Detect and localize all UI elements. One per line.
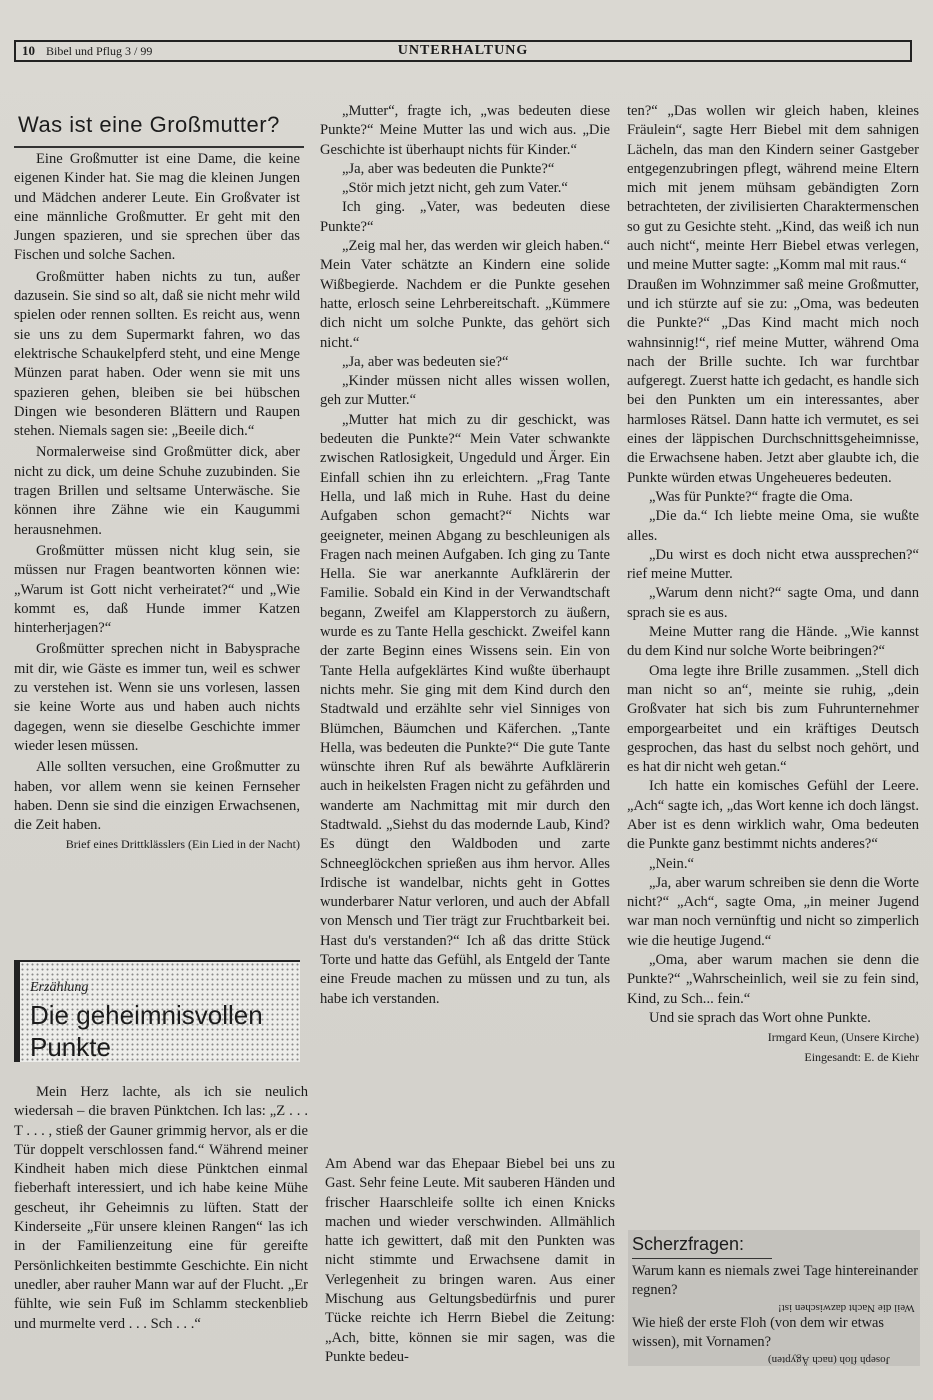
story-column2: [320, 102, 610, 1009]
paragraph: Und sie sprach das Wort ohne Punkte.: [649, 1009, 871, 1026]
page-header: [14, 40, 912, 62]
title-rule: [14, 146, 304, 148]
joke-answer-2-upside-down: Joseph floh (nach Ägypten): [768, 1354, 890, 1366]
story-author: Irmgard Keun, (Unsere Kirche): [767, 1030, 919, 1045]
paragraph: „Kinder müssen nicht alles wissen wollen, geh zur Mutter.“: [320, 373, 610, 409]
joke-answer-1-upside-down: Weil die Nacht dazwischen ist!: [778, 1302, 915, 1314]
paragraph: Normalerweise sind Großmütter dick, aber nicht zu dick, um deine Schuhe zuzubinden. Sie tragen Brillen und seltsame Unterwäsche. Sie können ihre Zähne wie ein Kaugummi herausnehmen.: [14, 444, 300, 538]
paragraph: Meine Mutter rang die Hände. „Wie kannst du dem Kind nur solche Worte beibringen?“: [627, 624, 919, 660]
paragraph: Alle sollten versuchen, eine Großmutter zu haben, vor allem wenn sie keinen Fernseher haben. Denn sie sind die einzigen Erwachsenen, die Zeit haben.: [14, 759, 300, 834]
paragraph: Mein Herz lachte, als ich sie neulich wiedersah – die braven Pünktchen. Ich las: „Z . . . T . . . , stieß der Gauner grimmig hervor, als er die Tür doppelt verschlossen fand.“ Während meiner Kindheit haben mich diese Pünktchen einmal fieberhaft interessiert, und ich habe keine Mühe gescheut, ihr Geheimnis zu lüften. Statt der Kinderseite „Für unsere kleinen Rangen“ las ich in der Familienzeitung eine für gereifte Persönlichkeiten bestimmte Geschichte. Ein nicht unedler, aber rauher Mann war auf der Flucht. „Er fühlte, wie sein Fuß im Schlamm steckenblieb und murmelte verd . . . Sch . . .“: [14, 1084, 308, 1332]
paragraph: „Oma, aber warum machen sie denn die Punkte?“ „Wahrscheinlich, weil sie zu fein sind, Kind, zu Sch... fein.“: [627, 952, 919, 1007]
paragraph: „Die da.“ Ich liebte meine Oma, sie wußte alles.: [627, 508, 919, 544]
article-title: Was ist eine Großmutter?: [18, 112, 280, 137]
paragraph: „Stör mich jetzt nicht, geh zum Vater.“: [342, 180, 568, 197]
story-column1: [14, 1083, 308, 1334]
paragraph: Großmütter haben nichts zu tun, außer dazusein. Sie sind so alt, daß sie nicht mehr wild spielen oder rennen sollten. Es reicht aus, wenn sie uns zu dem Supermarkt fahren, wo das elektrische Schaukelpferd steht, und eine Menge Münzen parat haben. Oder wenn sie mit uns spazieren gehen, bleiben sie bei hübschen Dingen wie besonderen Blättern und Raupen stehen. Niemals sagen sie: „Beeile dich.“: [14, 268, 300, 440]
story-column2-lower: [325, 1155, 615, 1367]
paragraph: „Mutter hat mich zu dir geschickt, was bedeuten die Punkte?“ Mein Vater schwankte zwischen Ratlosigkeit, Ungeduld und Ärger. Ein Einfall schien ihn zu erleichtern. „Frag Tante Hella, und laß mich in Ruhe. Hast du deine Aufgaben schon gemacht?“ Nichts war geeigneter, meinen Abgang zu beschleunigen als Fragen nach meinen Aufgaben. Ich ging zu Tante Hella. Sie war anerkannte Aufklärerin der Familie. Sobald ein Kind in der Verwandtschaft begann, Zweifel am Klapperstorch zu äußern, wurde es zu Tante Hella geschickt. Zweifel kann der zarte Beginn eines Wissens sein. Ein von Tante Hella aufgeklärtes Kind wußte überhaupt nichts mehr. Sie ging mit dem Kind durch den Stadtwald und erzählte sehr viel Sinniges von Blümchen, Bäumchen und Käferchen. „Tante Hella, was bedeuten die Punkte?“ Die gute Tante wünschte ihren Ruf als bewährte Aufklärerin auch in heikelsten Fragen nicht zu gefährden und wanderte am Nachmittag mit mir durch den Stadtwald. „Siehst du das modernde Laub, Kind? Es düngt den Waldboden und zarte Schneeglöckchen sprießen aus ihm hervor. Alles Irdische ist wandelbar, nichts geht in Gottes wunderbarer Natur verloren, und auch der Abfall von Mensch und Tier trägt zur Fruchtbarkeit bei. Hast du's verstanden?“ Ich aß das dritte Stück Torte und hatte das Gefühl, als Entgeld der Tante eine Freude machen zu müssen und zu tun, als habe ich verstanden.: [320, 411, 610, 1007]
joke-question-2: Wie hieß der erste Floh (von dem wir etwas wissen), mit Vornamen?: [632, 1315, 884, 1350]
story-title-line2: Punkte: [30, 1032, 111, 1062]
paragraph: „Zeig mal her, das werden wir gleich haben.“ Mein Vater schätzte an Kindern eine solide Wißbegierde. Nachdem er die Punkte gesehen hatte, erlosch seine Lehrbereitschaft. „Kümmere dich nicht um solche Punkte, das gehört sich nicht.“: [320, 238, 610, 351]
paragraph: „Mutter“, fragte ich, „was bedeuten diese Punkte?“ Meine Mutter las und wich aus. „Die Geschichte ist überhaupt nichts für Kinder.“: [320, 103, 610, 158]
jokes-title-rule: [632, 1258, 772, 1259]
story-title-box: [14, 960, 298, 1066]
story-column3: [627, 102, 919, 1067]
paragraph: „Ja, aber was bedeuten sie?“: [342, 353, 509, 370]
publication-name: Bibel und Pflug 3 / 99: [46, 44, 153, 58]
paragraph: „Du wirst es doch nicht etwa aussprechen?“ rief meine Mutter.: [627, 546, 919, 583]
jokes-title: Scherzfragen:: [632, 1234, 745, 1254]
paragraph: Oma legte ihre Brille zusammen. „Stell dich man nicht so an“, meinte sie ruhig, „dein Großvater hat sich bis zum Fuhrunternehmer emporgearbeitet und ein kräftiges Deutsch gesprochen, das hast du selbst noch gehört, und es hat dir nicht weh getan.“: [627, 662, 919, 776]
section-title: UNTERHALTUNG: [397, 43, 529, 58]
story-label: Erzählung: [30, 980, 89, 995]
page-number: 10: [22, 43, 35, 58]
paragraph: „Was für Punkte?“ fragte die Oma.: [649, 488, 853, 505]
article1-source: Brief eines Drittklässlers (Ein Lied in der Nacht): [65, 837, 300, 852]
article1-body: [14, 150, 300, 855]
paragraph: „Ja, aber warum schreiben sie denn die Worte nicht?“ „Ach“, sagte Oma, „in meiner Jugend war man noch vernünftig und nicht so zimperlich wie die heutige Jugend.“: [627, 874, 919, 949]
paragraph: Draußen im Wohnzimmer saß meine Großmutter, und ich stürzte auf sie zu: „Oma, was bedeuten die Punkte?“ „Das Kind macht mich noch wahnsinnig!“, rief meine Mutter, während Oma nach der Brille suchte. Ich war furchtbar aufgeregt. Zuerst hatte ich gedacht, es handle sich bei den Punkten um ein interessantes, aber harmloses Rätsel. Dann hatte ich vermutet, es sei eines der läppischen Durchschnittsgeheimnisse, die Erwachsene haben. Jetzt aber glaubte ich, die Punkte würden etwas Ungeheueres bedeuten.: [627, 276, 919, 486]
paragraph: Eine Großmutter ist eine Dame, die keine eigenen Kinder hat. Sie mag die kleinen Jungen und Mädchen anderer Leute. Ein Großvater ist eine männliche Großmutter. Er geht mit den Jungen spazieren, und sie sprechen über das Fischen und solche Sachen.: [14, 151, 300, 264]
paragraph: Ich ging. „Vater, was bedeuten diese Punkte?“: [320, 199, 610, 235]
paragraph: Am Abend war das Ehepaar Biebel bei uns zu Gast. Sehr feine Leute. Mit sauberen Händen und frischer Haarschleife sollte ich einen Knicks machen und wieder verschwinden. Allmählich hatte ich gewittert, daß mit den Punkten was nicht stimmte und Erwachsene damit in Verlegenheit zu bringen waren. Aus einer Mischung aus Geltungsbedürfnis und purer Tücke reichte ich Herrn Biebel die Zeitung: „Ach, bitte, können sie mir sagen, was die Punkte bedeu-: [325, 1156, 615, 1365]
jokes-box: [628, 1230, 920, 1366]
story-title-line1: Die geheimnisvollen: [30, 1000, 263, 1030]
paragraph: Großmütter müssen nicht klug sein, sie müssen nur Fragen beantworten können wie: „Warum ist Gott nicht verheiratet?“ und „Wie kommt es, daß Hunde immer Katzen hinterherjagen?“: [14, 542, 300, 637]
joke-question-1: Warum kann es niemals zwei Tage hintereinander regnen?: [632, 1263, 919, 1298]
paragraph: „Warum denn nicht?“ sagte Oma, und dann sprach sie es aus.: [627, 585, 919, 621]
paragraph: „Ja, aber was bedeuten die Punkte?“: [342, 160, 555, 177]
paragraph: Ich hatte ein komisches Gefühl der Leere. „Ach“ sagte ich, „das Wort kenne ich doch längst. Aber ist es denn wirklich wahr, Oma bedeuten die Punkte ganz bestimmt nichts anderes?“: [627, 778, 919, 853]
paragraph: „Nein.“: [649, 855, 694, 872]
paragraph: ten?“ „Das wollen wir gleich haben, kleines Fräulein“, sagte Herr Biebel mit dem sahnigen Lächeln, das man den Kindern seiner Gastgeber entgegenzubringen pflegt, während meine Eltern mich mit jenem mühsam gebändigten Zorn betrachteten, der zivilisierten Charaktermenschen so gut zu Gesichte steht. „Kind, das weiß ich nun auch nicht“, meinte Herr Biebel etwas verlegen, und meine Mutter sagte: „Komm mal mit raus.“: [627, 103, 919, 274]
paragraph: Großmütter sprechen nicht in Babysprache mit dir, wie Gäste es immer tun, weil es schwer zu verstehen ist. Wenn sie uns vorlesen, lassen sie keine Worte aus und haben auch nichts dagegen, wenn sie dieselbe Geschichte immer wieder lesen müssen.: [14, 641, 300, 754]
story-submitter: Eingesandt: E. de Kiehr: [804, 1049, 919, 1064]
